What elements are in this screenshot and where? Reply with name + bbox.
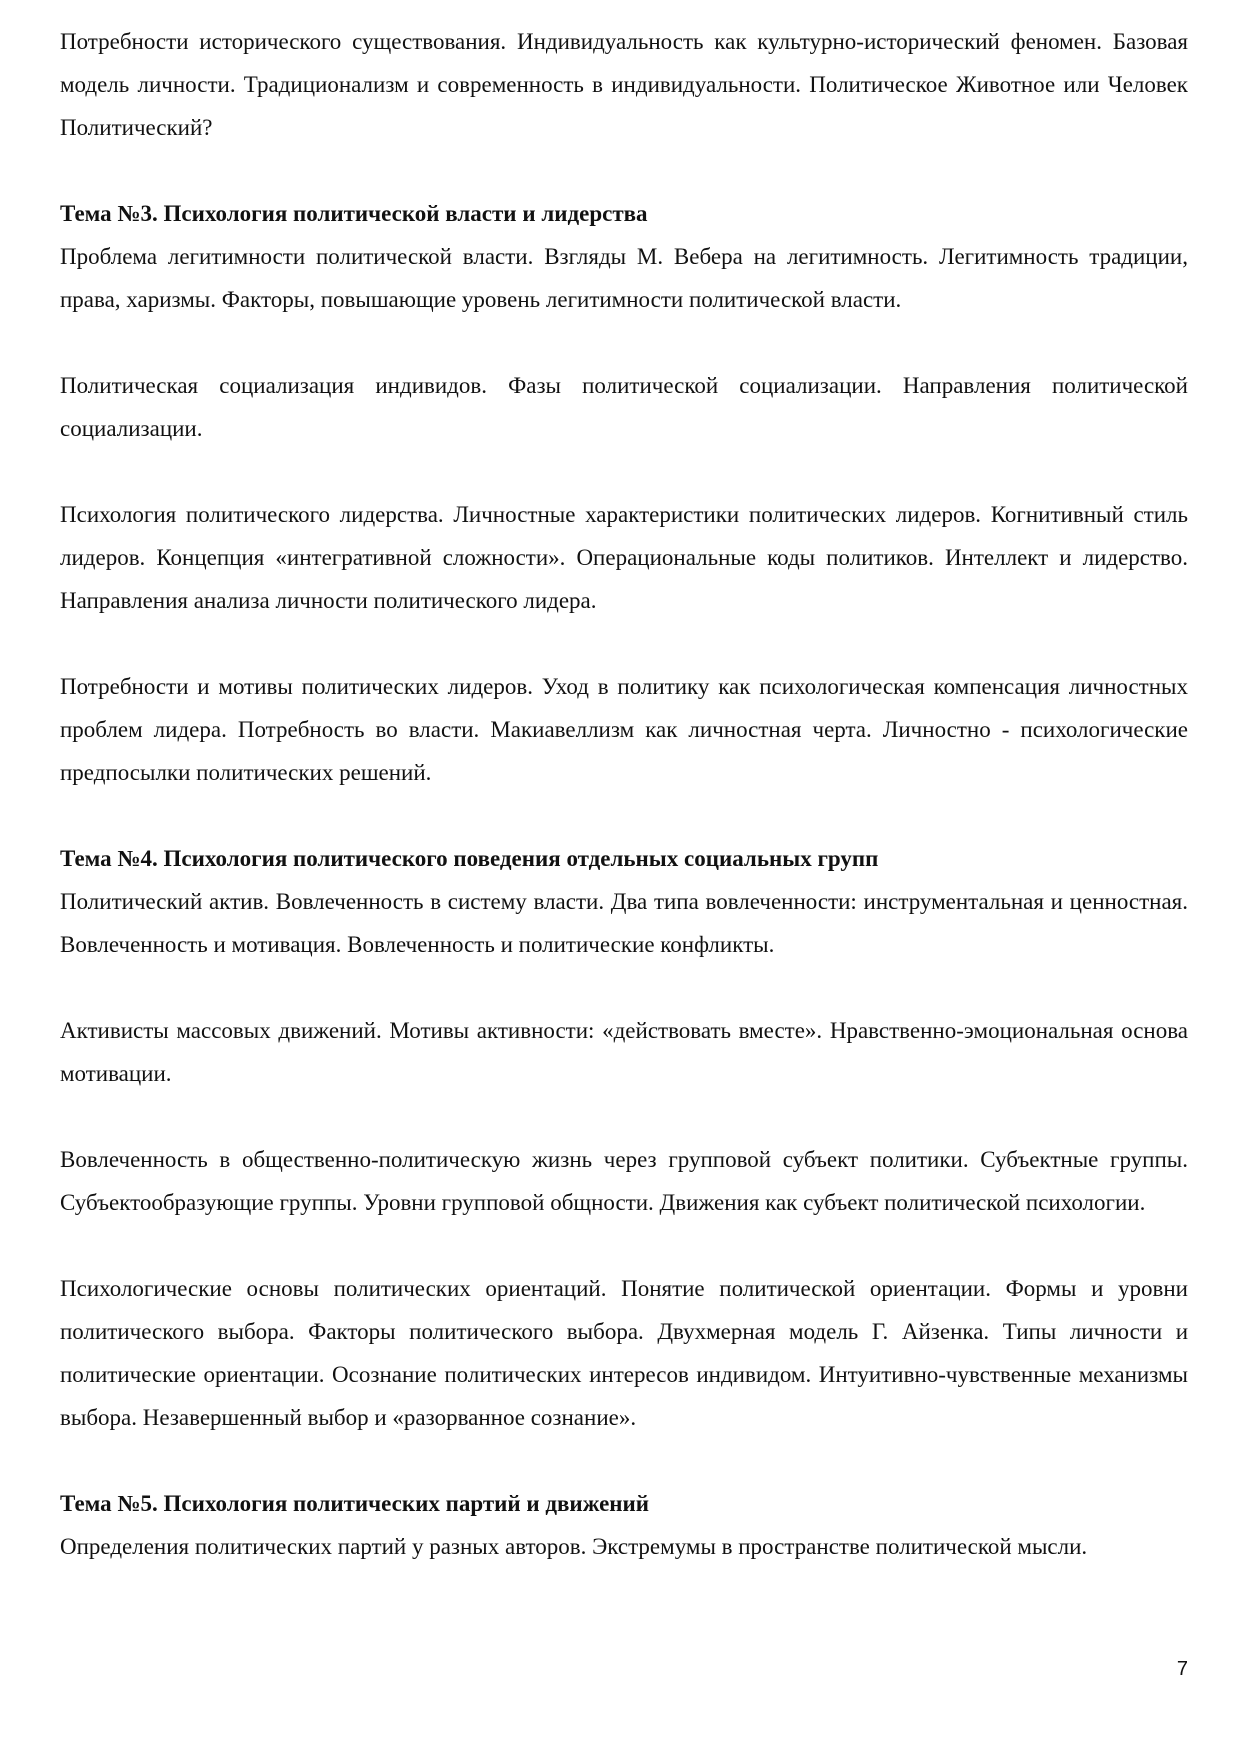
paragraph-legitimacy: Проблема легитимности политической власти. Взгляды М. Вебера на легитимность. Легитимность традиции, права, харизмы. Факторы, повышающие уровень легитимности политической власти. [60,244,1188,312]
paragraph-group-subject: Вовлеченность в общественно-политическую жизнь через групповой субъект политики. Субъектные группы. Субъектообразующие группы. Уровни групповой общности. Движения как субъект политической психологии. [60,1147,1188,1215]
paragraph-party-definitions: Определения политических партий у разных авторов. Экстремумы в пространстве политической мысли. [60,1534,1088,1559]
paragraph-political-orientations: Психологические основы политических ориентаций. Понятие политической ориентации. Формы и уровни политического выбора. Факторы политического выбора. Двухмерная модель Г. Айзенка. Типы личности и политические ориентации. Осознание политических интересов индивидом. Интуитивно-чувственные механизмы выбора. Незавершенный выбор и «разорванное сознание». [60,1276,1188,1430]
heading-topic-4: Тема №4. Психология политического поведения отдельных социальных групп [60,846,879,871]
paragraph-political-activists: Политический актив. Вовлеченность в систему власти. Два типа вовлеченности: инструментальная и ценностная. Вовлеченность и мотивация. Вовлеченность и политические конфликты. [60,889,1188,957]
paragraph-intro: Потребности исторического существования. Индивидуальность как культурно-исторический феномен. Базовая модель личности. Традиционализм и современность в индивидуальности. Политическое Животное или Человек Политический? [60,29,1188,140]
paragraph-leader-motives: Потребности и мотивы политических лидеров. Уход в политику как психологическая компенсация личностных проблем лидера. Потребность во власти. Макиавеллизм как личностная черта. Личностно - психологические предпосылки политических решений. [60,674,1188,785]
paragraph-socialization: Политическая социализация индивидов. Фазы политической социализации. Направления политической социализации. [60,373,1188,441]
page-body [60,20,1188,1568]
paragraph-mass-movements: Активисты массовых движений. Мотивы активности: «действовать вместе». Нравственно-эмоциональная основа мотивации. [60,1018,1188,1086]
heading-topic-3: Тема №3. Психология политической власти и лидерства [60,201,648,226]
page-number: 7 [1176,1658,1188,1680]
paragraph-leadership: Психология политического лидерства. Личностные характеристики политических лидеров. Когнитивный стиль лидеров. Концепция «интегративной сложности». Операциональные коды политиков. Интеллект и лидерство. Направления анализа личности политического лидера. [60,502,1188,613]
heading-topic-5: Тема №5. Психология политических партий и движений [60,1491,650,1516]
